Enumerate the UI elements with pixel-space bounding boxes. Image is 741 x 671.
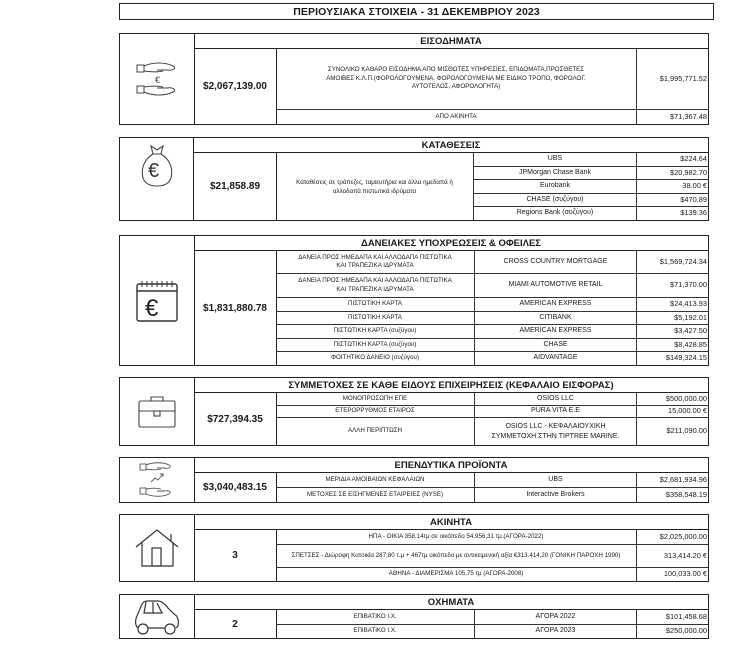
row-description: ΑΘΗΝΑ - ΔΙΑΜΕΡΙΣΜΑ 105,75 τμ (ΑΓΟΡΑ-2008) <box>388 570 524 578</box>
row-institution: UBS <box>547 155 563 163</box>
row-value: $358,548.19 <box>636 488 708 502</box>
table-row <box>276 339 708 353</box>
table-row <box>276 298 708 312</box>
row-value: $470.89 <box>636 194 708 207</box>
icon-cell <box>120 515 195 581</box>
row-value: $1,569,724.34 <box>636 251 708 273</box>
table-row <box>276 312 708 326</box>
svg-text:€: € <box>155 75 161 85</box>
section-heading: ΕΠΕΝΔΥΤΙΚΑ ΠΡΟΪΟΝΤΑ <box>194 458 708 473</box>
row-description: ΕΤΕΡΟΡΡΥΘΜΟΣ ΕΤΑΙΡΟΣ <box>335 407 415 415</box>
row-institution: OSIOS LLC - ΚΕΦΑΛΑΙΟΥΧΙΚΗ ΣΥΜΜΕΤΟΧΗ ΣΤΗΝ TIPTREE MARINE. <box>474 418 636 445</box>
row-description: ΠΙΣΤΩΤΙΚΗ ΚΑΡΤΑ (συζύγου) <box>333 327 417 335</box>
row-description: ΠΙΣΤΩΤΙΚΗ ΚΑΡΤΑ (συζύγου) <box>333 340 417 348</box>
row-value: 313,414.20 € <box>636 545 708 567</box>
hands-euro-icon <box>133 59 181 99</box>
row-institution: UBS <box>474 473 636 487</box>
table-row <box>276 110 708 124</box>
row-value: $3,427.50 <box>636 325 708 338</box>
table-row <box>276 418 708 445</box>
table-row <box>474 167 708 181</box>
section-heading: ΣΥΜΜΕΤΟΧΕΣ ΣΕ ΚΑΘΕ ΕΙΔΟΥΣ ΕΠΙΧΕΙΡΗΣΕΙΣ (ΚΕΦΑΛΑΙΟ ΕΙΣΦΟΡΑΣ) <box>194 378 708 393</box>
row-value: $224.64 <box>636 153 708 166</box>
row-value: $8,428.85 <box>636 339 708 352</box>
svg-text:€: € <box>147 160 159 182</box>
section-total: 2 <box>194 610 277 638</box>
table-row <box>474 207 708 220</box>
house-icon <box>133 527 181 569</box>
table-row <box>474 194 708 208</box>
briefcase-icon <box>136 394 178 430</box>
row-description: ΑΛΛΗ ΠΕΡΙΠΤΩΣΗ <box>347 427 403 435</box>
table-row <box>276 274 708 298</box>
row-description: ΗΠΑ - ΟΙΚΙΑ 358,14τμ σε οικόπεδο 54.956,31 τμ.(ΑΓΟΡΑ-2022) <box>368 532 544 540</box>
icon-cell <box>120 34 195 124</box>
table-row <box>276 473 708 488</box>
row-value: $101,458.68 <box>636 610 708 624</box>
icon-cell <box>120 378 195 445</box>
icon-cell <box>120 138 194 220</box>
section-vehicles <box>119 594 709 639</box>
row-institution: CHASE (συζύγου) <box>526 195 584 203</box>
row-value: $211,090.00 <box>636 418 708 445</box>
car-icon <box>132 598 182 636</box>
section-total: $727,394.35 <box>194 393 277 445</box>
row-value: 15,000.00 € <box>636 406 708 417</box>
table-row <box>276 49 708 110</box>
table-row <box>276 393 708 406</box>
svg-text:€: € <box>145 294 159 322</box>
row-value: 100,033.00 € <box>636 568 708 581</box>
row-value: $139.36 <box>636 207 708 220</box>
row-value: $149,324.15 <box>636 352 708 365</box>
table-row <box>276 545 708 568</box>
section-total: $3,040,483.15 <box>194 473 277 502</box>
table-row <box>276 325 708 339</box>
row-description: ΜΟΝΟΠΡΟΣΩΠΗ ΕΠΕ <box>342 394 408 402</box>
row-value: $71,370.00 <box>636 274 708 297</box>
section-investments <box>119 457 709 503</box>
money-bag-euro-icon <box>139 144 175 188</box>
row-description: ΔΑΝΕΙΑ ΠΡΟΣ ΗΜΕΔΑΠΑ ΚΑΙ ΑΛΛΟΔΑΠΑ ΠΙΣΤΩΤΙΚΑ ΚΑΙ ΤΡΑΠΕΖΙΚΑ ΙΔΡΥΜΑΤΑ <box>298 277 452 293</box>
section-total: $1,831,880.78 <box>194 251 277 365</box>
row-description: ΕΠΙΒΑΤΙΚΟ Ι.Χ. <box>353 627 397 634</box>
table-row <box>276 568 708 581</box>
row-institution: Eurobank <box>540 182 570 190</box>
calendar-euro-icon <box>134 278 180 324</box>
row-value: $20,982.70 <box>636 167 708 180</box>
row-value: $2,025,000.00 <box>636 530 708 544</box>
table-row <box>276 406 708 418</box>
row-description: ΦΟΙΤΗΤΙΚΟ ΔΑΝΕΙΟ (συζύγου) <box>331 354 419 362</box>
deposits-description: Καταθέσεις σε τράπεζες, ταμιευτήρια και άλλα ημεδαπά ή αλλοδαπά πιστωτικά ιδρύματα <box>276 153 474 220</box>
table-row <box>276 610 708 625</box>
row-value: $500,000.00 <box>636 393 708 405</box>
table-row <box>276 251 708 274</box>
row-institution: ΑΓΟΡΑ 2023 <box>474 625 636 639</box>
row-value: $2,681,934.96 <box>636 473 708 487</box>
row-institution: AMERICAN EXPRESS <box>474 325 636 338</box>
row-description: ΑΠΟ ΑΚΙΝΗΤΑ <box>435 112 477 120</box>
row-institution: PURA VITA E.E <box>474 406 636 417</box>
section-deposits <box>119 137 709 221</box>
row-institution: JPMorgan Chase Bank <box>519 168 591 176</box>
section-total: $21,858.89 <box>194 153 277 220</box>
row-institution: MIAMI AUTOMOTIVE RETAIL <box>474 274 636 297</box>
row-value: $250,000.00 <box>636 625 708 639</box>
row-description: ΜΕΤΟΧΕΣ ΣΕ ΕΙΣΗΓΜΕΝΕΣ ΕΤΑΙΡΕΙΕΣ (NYSE) <box>306 490 444 498</box>
row-description: ΣΥΝΟΛΙΚΟ ΚΑΘΑΡΟ ΕΙΣΟΔΗΜΑ ΑΠΟ ΜΙΣΘΩΤΕΣ ΥΠΗΡΕΣΙΕΣ, ΕΠΙΔΟΜΑΤΑ,ΠΡΟΣΘΕΤΕΣ ΑΜΟΙΒΕΣ Κ.Λ.Π.(ΦΟΡΟΛΟΓΟΥΜΕΝΑ, ΦΟΡΟΛΟΓΟΥΜΕΝΑ ΜΕ ΕΙΔΙΚΟ ΤΡΟΠΟ, ΦΟΡΟΛΟΓ. ΑΥΤΟΤΕΛΩΣ, ΑΦΟΡΟΛΟΓΗΤΑ) <box>326 66 586 91</box>
row-institution: Interactive Brokers <box>474 488 636 502</box>
document-title: ΠΕΡΙΟΥΣΙΑΚΑ ΣΤΟΙΧΕΙΑ - 31 ΔΕΚΕΜΒΡΙΟΥ 2023 <box>119 3 714 20</box>
section-liabilities <box>119 235 709 366</box>
row-institution: Regions Bank (συζύγου) <box>516 209 594 217</box>
table-row <box>474 180 708 194</box>
row-institution: AIDVANTAGE <box>474 352 636 365</box>
row-institution: AMERICAN EXPRESS <box>474 298 636 311</box>
row-description: ΣΠΕΤΣΕΣ - Διώροφη Κατοικία 287,80 τ.μ + 467τμ οικόπεδο με αντικειμενική αξία €313.414,20 (ΓΟΝΙΚΗ ΠΑΡΟΧΗ 1990) <box>291 552 621 560</box>
section-total: 3 <box>194 530 277 581</box>
row-institution: ΑΓΟΡΑ 2022 <box>474 610 636 624</box>
section-real-estate <box>119 514 709 582</box>
row-value: 38.00 € <box>636 180 708 193</box>
table-row <box>276 488 708 502</box>
section-total: $2,067,139.00 <box>194 49 277 124</box>
row-institution: OSIOS LLC <box>474 393 636 405</box>
section-heading: ΟΧΗΜΑΤΑ <box>194 595 708 610</box>
icon-cell <box>120 458 195 502</box>
icon-cell <box>120 595 195 638</box>
icon-cell <box>120 236 195 365</box>
row-institution: CHASE <box>474 339 636 352</box>
row-value: $71,367.48 <box>636 110 708 124</box>
table-row <box>276 625 708 639</box>
row-value: $1,995,771.52 <box>636 49 708 109</box>
row-value: $24,413.93 <box>636 298 708 311</box>
section-heading: ΑΚΙΝΗΤΑ <box>194 515 708 530</box>
row-institution: CROSS COUNTRY MORTGAGE <box>474 251 636 273</box>
row-description: ΠΙΣΤΩΤΙΚΗ ΚΑΡΤΑ <box>348 313 402 321</box>
section-holdings <box>119 377 709 446</box>
table-row <box>276 352 708 365</box>
row-institution: CITIBANK <box>474 312 636 325</box>
section-income <box>119 33 709 125</box>
hands-growth-icon <box>137 461 177 499</box>
section-heading: ΕΙΣΟΔΗΜΑΤΑ <box>194 34 708 49</box>
row-description: ΕΠΙΒΑΤΙΚΟ Ι.Χ. <box>353 612 397 620</box>
table-row <box>276 530 708 545</box>
section-heading: ΚΑΤΑΘΕΣΕΙΣ <box>194 138 708 153</box>
row-description: ΔΑΝΕΙΑ ΠΡΟΣ ΗΜΕΔΑΠΑ ΚΑΙ ΑΛΛΟΔΑΠΑ ΠΙΣΤΩΤΙΚΑ ΚΑΙ ΤΡΑΠΕΖΙΚΑ ΙΔΡΥΜΑΤΑ <box>298 253 452 269</box>
row-description: ΜΕΡΙΔΙΑ ΑΜΟΙΒΑΙΩΝ ΚΕΦΑΛΑΙΩΝ <box>325 475 425 483</box>
section-heading: ΔΑΝΕΙΑΚΕΣ ΥΠΟΧΡΕΩΣΕΙΣ & ΟΦΕΙΛΕΣ <box>194 236 708 251</box>
row-value: $5,192.01 <box>636 312 708 325</box>
table-row <box>474 153 708 167</box>
row-description: ΠΙΣΤΩΤΙΚΗ ΚΑΡΤΑ <box>348 300 402 308</box>
